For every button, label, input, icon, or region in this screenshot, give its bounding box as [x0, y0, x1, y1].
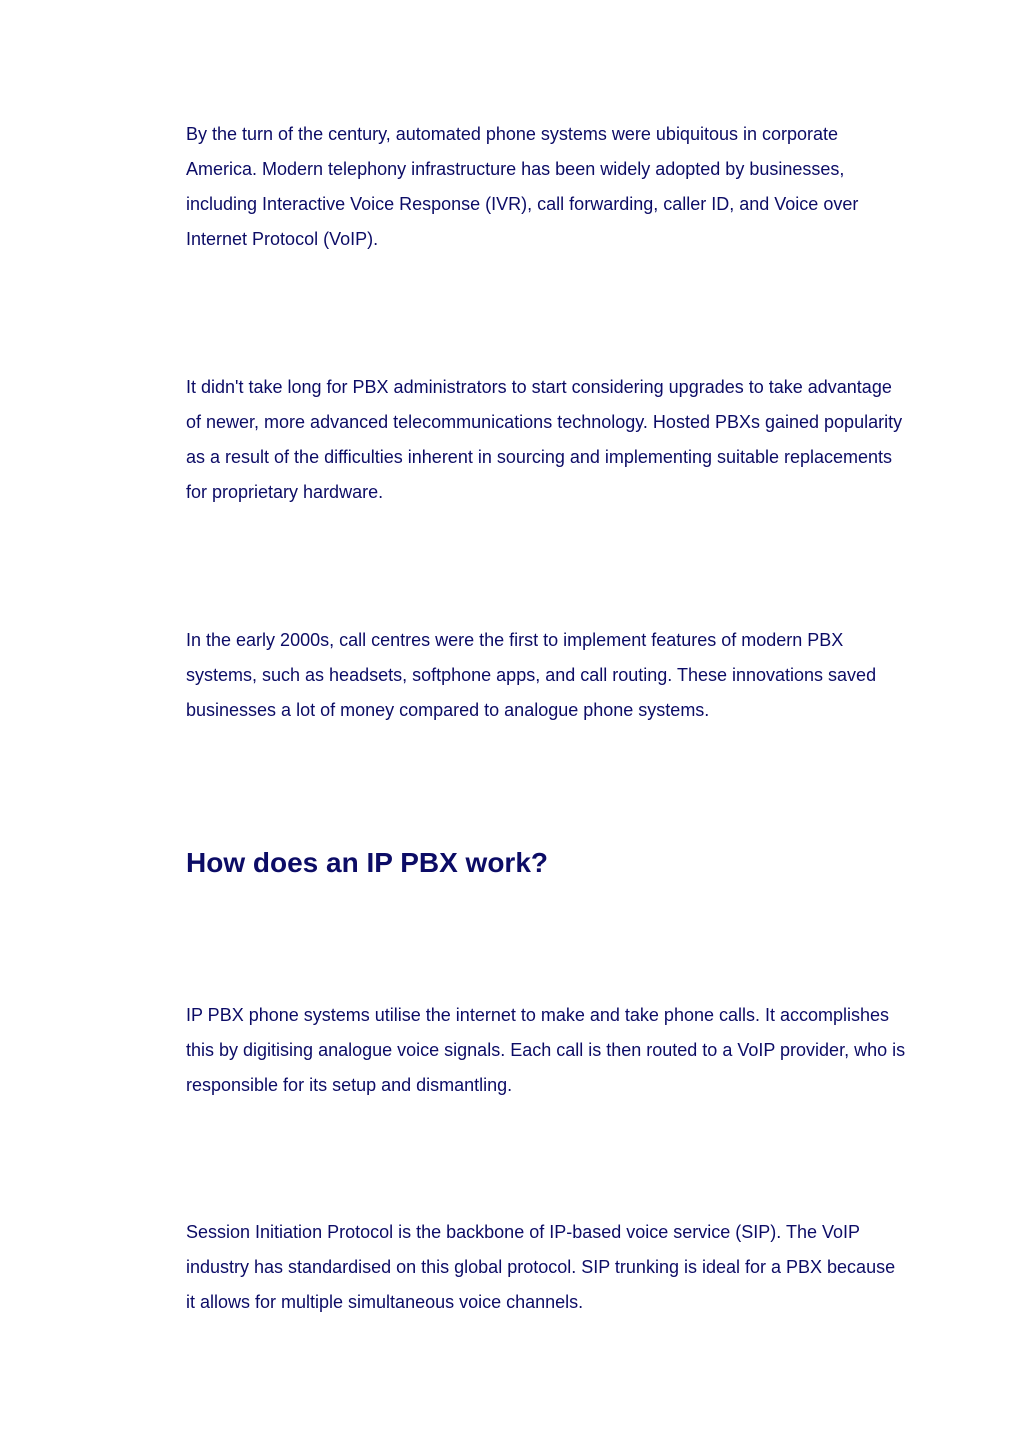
section-heading: How does an IP PBX work? [186, 847, 549, 878]
paragraph-text: Session Initiation Protocol is the backbone of IP-based voice service (SIP). The VoIP industry has standardised on this global protocol. SIP trunking is ideal for a PBX because it allows for multiple simultaneous voice channels. [186, 1222, 896, 1312]
paragraph-text: It didn't take long for PBX administrators to start considering upgrades to take advantage of newer, more advanced telecommunications technology. Hosted PBXs gained popularity as a result of the difficulties inherent in sourcing and implementing suitable replacements for proprietary hardware. [186, 377, 903, 502]
paragraph-text: IP PBX phone systems utilise the internet to make and take phone calls. It accomplishes this by digitising analogue voice signals. Each call is then routed to a VoIP provider, who is responsible for its setup and dismantling. [186, 1005, 906, 1095]
paragraph-pbx-upgrades [186, 370, 906, 510]
paragraph-call-centres [186, 623, 906, 728]
section-heading-block [186, 846, 906, 880]
paragraph-automated-phone-systems [186, 117, 906, 257]
paragraph-sip [186, 1215, 906, 1320]
paragraph-text: In the early 2000s, call centres were the first to implement features of modern PBX systems, such as headsets, softphone apps, and call routing. These innovations saved businesses a lot of money compared to analogue phone systems. [186, 630, 877, 720]
paragraph-text: By the turn of the century, automated phone systems were ubiquitous in corporate America. Modern telephony infrastructure has been widely adopted by businesses, including Interactive Voice Response (IVR), call forwarding, caller ID, and Voice over Internet Protocol (VoIP). [186, 124, 859, 249]
paragraph-ip-pbx-internet [186, 998, 906, 1103]
